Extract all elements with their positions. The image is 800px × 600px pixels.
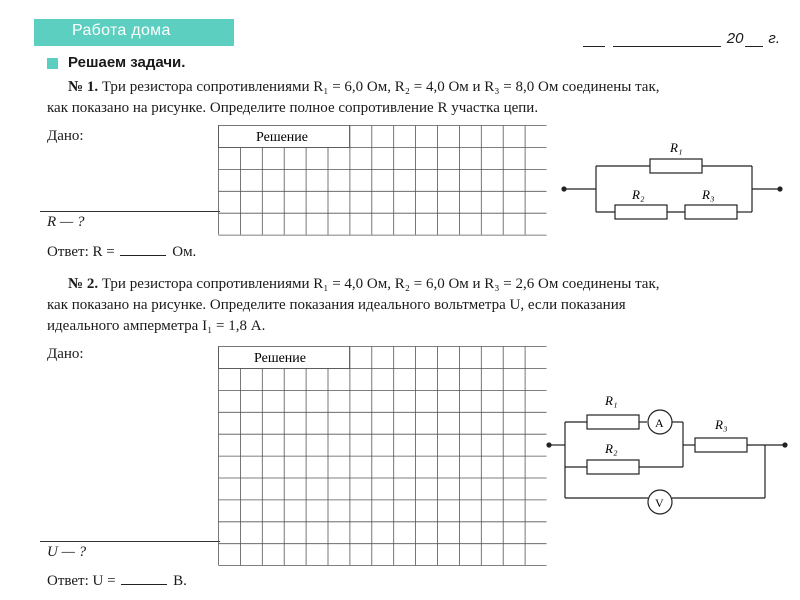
task2-text-2: как показано на рисунке. Определите показания идеального вольтметра U, если показания [47,297,626,313]
task1-solution-grid[interactable] [218,125,548,240]
task2-text-3: идеального амперметра I₁ = 1,8 А. [47,318,266,334]
task2-solution-grid[interactable] [218,346,548,571]
banner-title: Работа дома [72,22,171,39]
task2-label-r1: R₁ [605,393,618,408]
task2-number: № 2. [68,276,99,292]
task2-given-label: Дано: [47,346,84,362]
task1-resistor-r2 [615,205,667,219]
task2-answer-unit: В. [173,573,187,589]
task1-label-r3: R₃ [702,187,715,202]
task2-resistor-r2 [587,460,639,474]
task1-solution-label: Решение [256,130,309,145]
task2-ammeter-label: A [655,416,664,430]
task1-resistor-r1 [650,159,702,173]
task2-terminal-right [783,443,787,447]
task2-label-r2: R₂ [605,441,618,456]
task2-resistor-r3 [695,438,747,452]
task1-answer-unit: Ом. [172,244,197,260]
task2-divider [40,541,220,542]
header-banner [34,19,234,46]
task1-find: R — ? [47,214,85,230]
date-century: 20 [726,30,744,47]
task1-resistor-r3 [685,205,737,219]
task2-label-r3: R₃ [715,417,728,432]
date-day-blank[interactable] [583,32,605,47]
date-month-blank[interactable] [613,32,721,47]
task2-resistor-r1 [587,415,639,429]
task1-answer-blank[interactable] [120,245,166,256]
task2-circuit [545,385,790,520]
task2-text-1: Три резистора сопротивлениями R₁ = 4,0 Ом, R₂ = 6,0 Ом и R₃ = 2,6 Ом соединены так, [101,276,660,292]
section-marker [47,58,58,69]
date-year-label: г. [768,30,780,47]
task1-line1 [68,77,660,98]
date-year-blank[interactable] [745,32,763,47]
task1-label-r1: R₁ [670,140,683,155]
task2-find: U — ? [47,544,87,560]
task1-number: № 1. [68,79,99,95]
task2-answer-prefix: Ответ: U = [47,573,116,589]
task1-text-2: как показано на рисунке. Определите полное сопротивление R участка цепи. [47,100,539,116]
task1-given-label: Дано: [47,128,84,144]
task2-answer-blank[interactable] [121,574,167,585]
task1-divider [40,211,220,212]
task2-solution-label: Решение [254,351,307,366]
task1-answer-prefix: Ответ: R = [47,244,115,260]
date-field [581,30,780,47]
task2-voltmeter-label: V [655,496,664,510]
task1-label-r2: R₂ [632,187,645,202]
task1-answer [47,244,196,261]
task2-answer [47,573,187,590]
task1-circuit [560,130,785,230]
task2-line1 [68,274,660,295]
section-title: Решаем задачи. [68,54,186,71]
task1-terminal-right [778,187,782,191]
task1-text-1: Три резистора сопротивлениями R₁ = 6,0 Ом, R₂ = 4,0 Ом и R₃ = 8,0 Ом соединены так, [101,79,660,95]
